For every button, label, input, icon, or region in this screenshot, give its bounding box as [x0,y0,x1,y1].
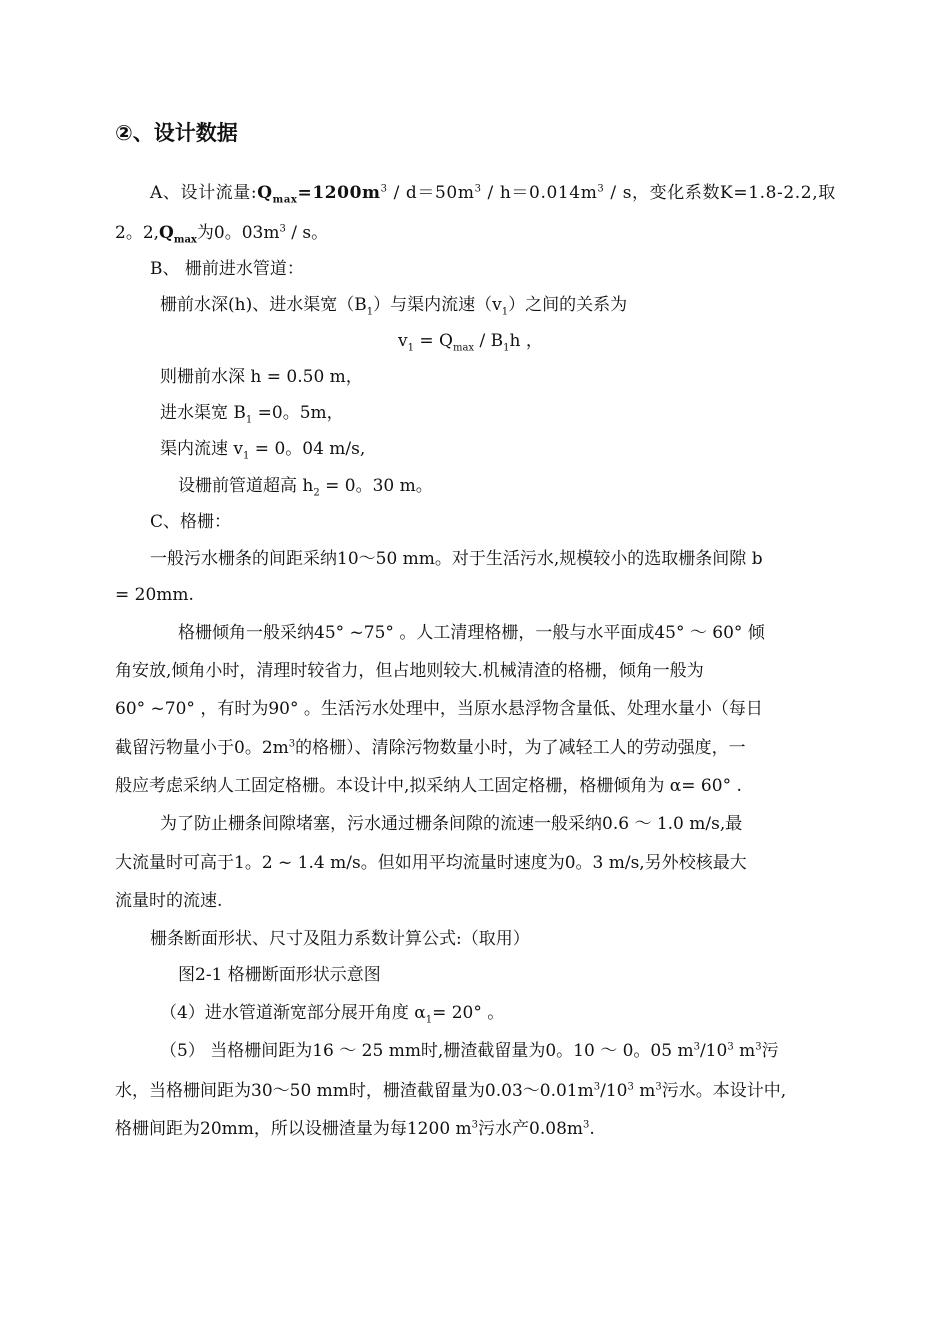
spacing-line-1: 一般污水栅条的间距采纳10～50 mm。对于生活污水,规模较小的选取栅条间隙 b [150,549,763,569]
text: 为0。03m [196,223,280,243]
velocity-para-line-2: 大流量时可高于1。2 ~ 1.4 m/s。但如用平均流量时速度为0。3 m/s,另外校核最大 [115,853,747,873]
q-sub-max: max [272,194,298,206]
sup: 3 [655,1081,662,1093]
text: = Q [413,331,453,351]
text: 栅前水深(h)、进水渠宽（B [160,295,367,315]
freeboard-line [178,475,433,497]
velocity-para-line-1: 为了防止栅条间隙堵塞，污水通过栅条间隙的流速一般采纳0.6 ～ 1.0 m/s,最 [160,814,743,834]
text: v [398,331,408,351]
text: 截留污物量小于0。2m [115,738,289,758]
angle-line-5: 般应考虑采纳人工固定格栅。本设计中,拟采纳人工固定格栅，格栅倾角为 α= 60° . [115,776,742,796]
text: / B [474,331,504,351]
sub: 1 [503,342,510,354]
flow-value: =1200m [297,183,381,203]
shape-formula-line: 栅条断面形状、尺寸及阻力系数计算公式:（取用） [150,929,530,949]
text: 格栅间距为20mm，所以设栅渣量为每1200 m [115,1119,472,1139]
text: 2。2, [115,223,160,243]
angle-line-1: 格栅倾角一般采纳45° ~75° 。人工清理格栅，一般与水平面成45° ～ 60° 倾 [178,623,765,643]
sub: 1 [501,306,509,318]
sub: 2 [313,487,320,499]
text: = 0。04 m/s, [249,439,366,459]
sup: 3 [471,1119,479,1131]
text: 的格栅）、清除污物数量小时，为了减轻工人的劳动强度，一 [295,738,746,758]
text: / d＝50m [387,183,475,203]
sup: 3 [755,1041,762,1053]
q-sub-max: max [173,234,197,246]
text: /10 [699,1041,728,1061]
item-5-line-2 [115,1080,786,1102]
text: 设栅前管道超高 h [178,476,314,496]
q-symbol: Q [257,183,273,203]
text: h ， [509,331,543,351]
text: 渠内流速 v [160,439,244,459]
item-4-line [160,1002,504,1024]
text: ）之间的关系为 [508,295,628,315]
text: 水，当格栅间距为30～50 mm时，栅渣截留量为0.03～0.01m [115,1081,594,1101]
sub: 1 [245,414,253,426]
item-5-line-3 [115,1118,595,1140]
sub: 1 [407,342,414,354]
text: （4）进水管道渐宽部分展开角度 α [160,1003,426,1023]
item-5-line-1 [160,1040,779,1062]
formula-line [398,330,543,352]
angle-line-4 [115,737,746,759]
subsection-c-title: C、格栅： [150,512,232,532]
text: 污 [761,1041,779,1061]
text: （5） 当格栅间距为16 ～ 25 mm时,栅渣截留量为0。10 ～ 0。05 m [160,1041,694,1061]
sub: max [452,342,475,354]
sub: 1 [366,306,374,318]
text: / s，变化系数K=1.8-2.2,取 [604,183,836,203]
flow-label: A、设计流量: [150,183,258,203]
text: /10 [600,1081,628,1101]
depth-line: 则栅前水深 h = 0.50 m， [160,367,363,387]
sup: 3 [627,1081,634,1093]
text: = 20° 。 [432,1003,505,1023]
subsection-b-title: B、 栅前进水管道： [150,259,304,279]
sup: 3 [727,1041,734,1053]
velocity-line [160,438,365,460]
sub: 1 [425,1014,433,1026]
text: ）与渠内流速（v [373,295,502,315]
flow-line-2 [115,222,328,244]
sup: 3 [583,1119,590,1131]
flow-line-1 [150,182,836,204]
text: 污水。本设计中, [661,1081,787,1101]
text: m [733,1041,756,1061]
sup: 3 [474,183,482,195]
sup: 3 [380,183,388,195]
q-symbol: Q [159,223,174,243]
text: = 0。30 m。 [319,476,433,496]
angle-line-3: 60° ~70° ，有时为90° 。生活污水处理中，当原水悬浮物含量低、处理水量小（每日 [115,699,763,719]
width-line [160,402,344,424]
text: / s。 [285,223,329,243]
text: m [633,1081,656,1101]
text: . [589,1119,595,1139]
figure-caption: 图2-1 格栅断面形状示意图 [178,965,381,985]
sup: 3 [593,1081,601,1093]
spacing-line-2: = 20mm. [115,585,194,605]
text: 污水产0.08m [478,1119,584,1139]
relation-line [160,294,627,316]
sup: 3 [279,223,286,235]
sup: 3 [693,1041,700,1053]
angle-line-2: 角安放,倾角小时，清理时较省力，但占地则较大.机械清渣的格栅，倾角一般为 [115,661,704,681]
text: 进水渠宽 B [160,403,246,423]
sup: 3 [288,738,296,750]
sup: 3 [597,183,605,195]
text: / h＝0.014m [481,183,598,203]
sub: 1 [243,450,250,462]
velocity-para-line-3: 流量时的流速. [115,891,223,911]
section-heading: ②、设计数据 [115,121,238,145]
text: =0。5m， [252,403,344,423]
